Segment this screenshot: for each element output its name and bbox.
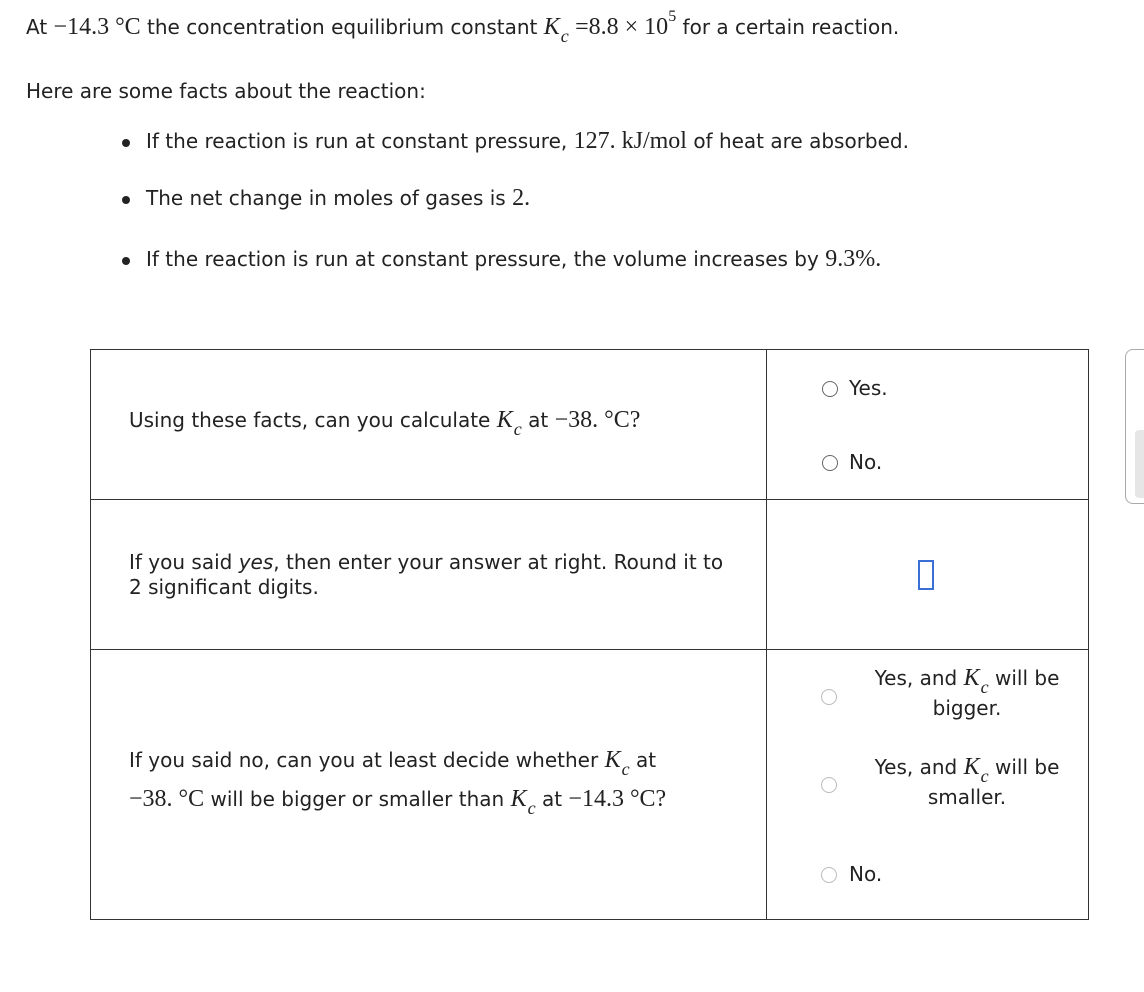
kc-exponent: 5 bbox=[668, 8, 677, 25]
intro-text-middle: the concentration equilibrium constant bbox=[147, 15, 538, 39]
k-subscript: c bbox=[527, 798, 536, 818]
k-letter: K bbox=[510, 786, 527, 812]
q3-at: at bbox=[635, 748, 657, 772]
intro-temperature: −14.3 °C bbox=[53, 14, 141, 40]
k-subscript: c bbox=[621, 759, 630, 779]
k-subscript: c bbox=[980, 766, 989, 786]
fact-moles-value: 2. bbox=[512, 185, 531, 211]
kc-symbol bbox=[496, 407, 522, 439]
radio-smaller[interactable] bbox=[821, 777, 837, 793]
bullet-dot bbox=[122, 257, 130, 265]
question-1 bbox=[129, 407, 641, 439]
question-3-line-1 bbox=[129, 747, 657, 779]
option-no-label[interactable]: No. bbox=[849, 450, 883, 474]
q3-temperature-1: −38. °C bbox=[129, 786, 205, 812]
question-table bbox=[90, 349, 1089, 920]
kc-value: =8.8 × 10 bbox=[575, 14, 669, 40]
facts-heading: Here are some facts about the reaction: bbox=[26, 79, 426, 103]
fact-moles-text: The net change in moles of gases is bbox=[146, 186, 506, 210]
side-panel-handle[interactable] bbox=[1135, 430, 1144, 498]
k-letter: K bbox=[604, 747, 621, 773]
fact-heat-text-a: If the reaction is run at constant pressure, bbox=[146, 129, 568, 153]
option-bigger-label[interactable] bbox=[866, 665, 1068, 720]
radio-no-decision[interactable] bbox=[821, 867, 837, 883]
question-2-line-1 bbox=[129, 550, 723, 574]
kc-symbol bbox=[510, 786, 536, 818]
intro-text-end: for a certain reaction. bbox=[682, 15, 900, 39]
option-smaller-text-b: will be bbox=[994, 755, 1060, 779]
answer-input[interactable] bbox=[918, 560, 934, 590]
table-row-divider bbox=[90, 499, 1089, 500]
fact-heat bbox=[146, 128, 909, 155]
q2-emphasis-yes: yes bbox=[238, 550, 274, 574]
q3-at-2: at bbox=[541, 787, 563, 811]
question-3-line-2 bbox=[129, 786, 667, 818]
option-bigger-text-b: will be bbox=[994, 666, 1060, 690]
option-smaller-line-1 bbox=[866, 754, 1068, 786]
k-subscript: c bbox=[560, 26, 569, 46]
table-column-divider bbox=[766, 349, 767, 920]
q3-text-a: If you said no, can you at least decide whether bbox=[129, 748, 599, 772]
option-bigger-line-1 bbox=[866, 665, 1068, 697]
option-bigger-line-2: bigger. bbox=[932, 696, 1002, 720]
bullet-dot bbox=[122, 139, 130, 147]
k-subscript: c bbox=[980, 677, 989, 697]
kc-symbol bbox=[543, 14, 569, 46]
q1-at: at bbox=[528, 408, 549, 432]
fact-volume bbox=[146, 246, 881, 273]
question-2-line-2: 2 significant digits. bbox=[129, 575, 319, 599]
kc-symbol bbox=[963, 665, 989, 697]
option-yes-label[interactable]: Yes. bbox=[849, 376, 888, 400]
k-letter: K bbox=[963, 665, 980, 691]
option-smaller-label[interactable] bbox=[866, 754, 1068, 809]
q3-text-b: will be bigger or smaller than bbox=[210, 787, 505, 811]
fact-heat-text-b: of heat are absorbed. bbox=[693, 129, 909, 153]
radio-no[interactable] bbox=[822, 455, 838, 471]
q3-temperature-2: −14.3 °C? bbox=[568, 786, 667, 812]
k-letter: K bbox=[496, 407, 513, 433]
fact-volume-text: If the reaction is run at constant pressure, the volume increases by bbox=[146, 247, 819, 271]
radio-bigger[interactable] bbox=[821, 689, 837, 705]
k-letter: K bbox=[963, 754, 980, 780]
radio-yes[interactable] bbox=[822, 381, 838, 397]
k-letter: K bbox=[543, 14, 560, 40]
fact-heat-value: 127. kJ/mol bbox=[573, 128, 687, 154]
kc-symbol bbox=[963, 754, 989, 786]
q1-text: Using these facts, can you calculate bbox=[129, 408, 491, 432]
table-row-divider bbox=[90, 649, 1089, 650]
bullet-dot bbox=[122, 196, 130, 204]
q2-text-b: , then enter your answer at right. Round it to bbox=[273, 550, 724, 574]
fact-moles bbox=[146, 185, 530, 212]
q2-text-a: If you said bbox=[129, 550, 233, 574]
intro-sentence bbox=[26, 8, 900, 46]
q1-temperature: −38. °C? bbox=[554, 407, 641, 433]
option-smaller-line-2: smaller. bbox=[927, 785, 1007, 809]
option-bigger-text-a: Yes, and bbox=[874, 666, 958, 690]
intro-text-at: At bbox=[26, 15, 48, 39]
fact-volume-value: 9.3%. bbox=[825, 246, 882, 272]
k-subscript: c bbox=[513, 419, 522, 439]
option-smaller-text-a: Yes, and bbox=[874, 755, 958, 779]
option-no-decision-label[interactable]: No. bbox=[849, 862, 883, 886]
kc-symbol bbox=[604, 747, 630, 779]
